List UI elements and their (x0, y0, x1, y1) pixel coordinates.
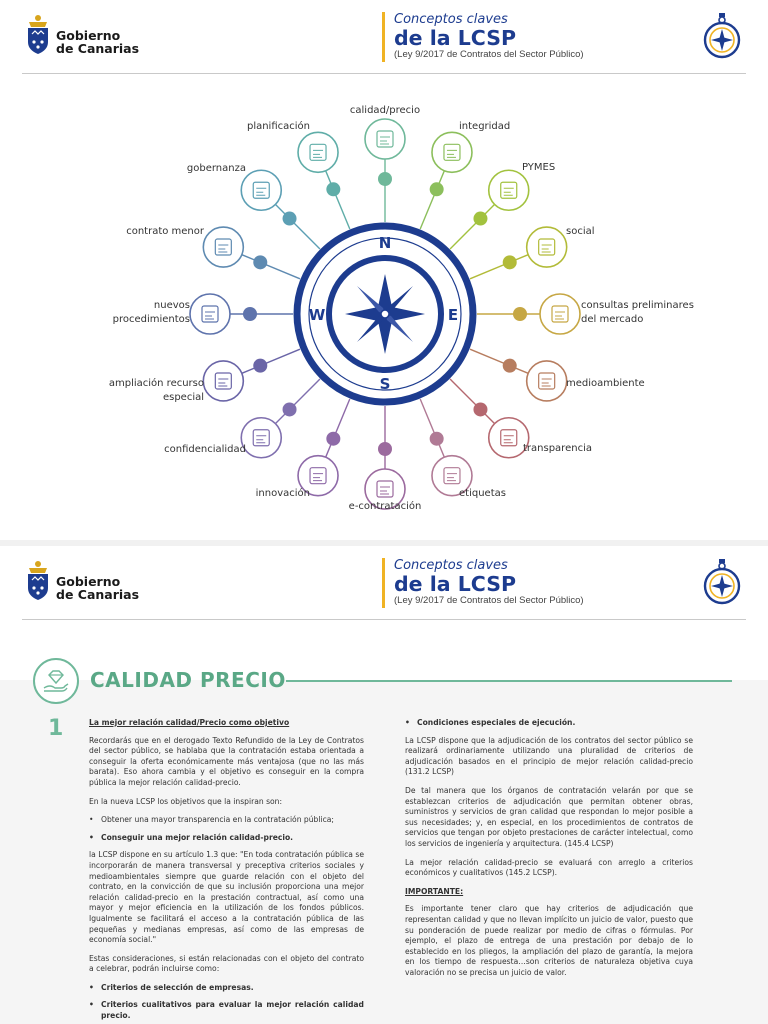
wheel-spoke (242, 255, 300, 279)
page-subtitle: (Ley 9/2017 de Contratos del Sector Público) (394, 595, 584, 606)
wheel-dot (283, 212, 297, 226)
wheel-dot (378, 172, 392, 186)
wheel-dot (513, 307, 527, 321)
wheel-spoke (275, 204, 320, 249)
wheel-label-innovacion: innovación (255, 488, 310, 499)
detail-page (0, 546, 768, 1024)
wheel-dot (326, 432, 340, 446)
title-block-2 (382, 558, 584, 608)
criteria-list (89, 983, 364, 1022)
paragraph: La mejor relación calidad-precio se evaluará con arreglo a criterios económicos y cualitativos (145.2 LCSP). (405, 857, 693, 878)
diamond-hand-icon (33, 658, 79, 704)
gobierno-canarias-logo-2 (24, 558, 144, 606)
strategy-chart-icon (241, 170, 281, 210)
wheel-spoke (420, 399, 444, 457)
wheel-dot (378, 442, 392, 456)
brand-line-2: de Canarias (56, 41, 140, 56)
paragraph: La LCSP dispone que la adjudicación de los contratos del sector público se realizará ordinariamente utilizando una pluralidad de criterios de adjudicación basados en el principio de mejor relación calidad-precio (131.2 LCSP) (405, 735, 693, 777)
header-divider (22, 73, 746, 74)
chess-board-icon (298, 132, 338, 172)
wheel-label-e-contratacion: e-contratación (348, 501, 422, 512)
wheel-dot (326, 182, 340, 196)
coat-of-arms-icon (24, 12, 52, 58)
brand-name-2 (56, 575, 139, 601)
section-divider (286, 680, 732, 682)
conditions-list (405, 718, 693, 729)
left-column (89, 718, 364, 1024)
wheel-label-social: social (566, 226, 595, 237)
wheel-dot (503, 255, 517, 269)
brand-line-1: Gobierno (56, 574, 121, 589)
wheel-dot (503, 359, 517, 373)
list-item: • Criterios cualitativos para evaluar la mejor relación calidad precio. (89, 1000, 364, 1021)
wheel-label-calidad-precio: calidad/precio (349, 105, 421, 116)
paragraph: De tal manera que los órganos de contratación velarán por que se establezcan criterios de adjudicación que permitan obtener obras, suministros y servicios de gran calidad que respondan lo mejor posible a sus necesidades; y, en especial, en los procedimientos de contratos de servicios que tengan por objeto prestaciones de carácter intelectual, como los servicios de ingeniería y arquitectura. (145.4 LCSP) (405, 785, 693, 848)
title-kicker: Conceptos claves (394, 12, 508, 27)
wheel-spoke (450, 379, 495, 424)
wheel-label-nuevos-procedimientos: nuevos procedimientos (112, 300, 190, 325)
page-header (0, 0, 768, 74)
compass-badge-icon (702, 12, 742, 60)
medal-ribbon-icon (432, 132, 472, 172)
objectives-list (89, 815, 364, 843)
concept-wheel (0, 80, 768, 540)
wheel-dot (430, 432, 444, 446)
list-item: • Obtener una mayor transparencia en la contratación pública; (89, 815, 364, 826)
wheel-spoke (275, 379, 320, 424)
paragraph: la LCSP dispone en su artículo 1.3 que: "En toda contratación pública se incorporarán de manera transversal y preceptiva criterios sociales y medioambientales siempre que guarde relación con el objeto del contrato, en la convicción de que su inclusión proporciona una mejor relación calidad-precio en la prestación contractual, así como una mayor y mejor eficiencia en la utilización de los fondos públicos. Igualmente se facilitará el acceso a la contratación pública de las pequeñas y medianas empresas, así como de las empresas de economía social." (89, 850, 364, 945)
wheel-label-planificacion: planificación (246, 121, 310, 132)
wheel-dot (430, 182, 444, 196)
wheel-dot (253, 255, 267, 269)
organization-chart-icon (190, 294, 230, 334)
paragraph: En la nueva LCSP los objetivos que la inspiran son: (89, 796, 283, 806)
gear-people-icon (489, 170, 529, 210)
wheel-dot (243, 307, 257, 321)
wheel-spoke (470, 349, 528, 373)
section-header (0, 656, 768, 706)
page-header-2 (0, 546, 768, 620)
heart-hands-icon (527, 227, 567, 267)
right-column (405, 718, 693, 986)
wheel-label-confidencialidad: confidencialidad (164, 444, 246, 455)
wheel-spoke (326, 171, 350, 229)
central-compass (297, 226, 473, 402)
page-title: de la LCSP (394, 572, 516, 596)
wheel-label-ampliacion: ampliación recurso especial (108, 378, 204, 403)
important-heading: IMPORTANTE: (405, 886, 464, 896)
compass-south: S (379, 375, 391, 393)
wheel-label-consultas: consultas preliminares del mercado (581, 300, 694, 325)
wheel-dot (473, 402, 487, 416)
compass-north: N (378, 234, 392, 252)
list-item: • Condiciones especiales de ejecución. (405, 718, 693, 729)
wheel-label-transparencia: transparencia (523, 443, 592, 454)
page-subtitle: (Ley 9/2017 de Contratos del Sector Público) (394, 49, 584, 60)
header-divider (22, 619, 746, 620)
lock-document-icon (241, 418, 281, 458)
wheel-spoke (420, 171, 444, 229)
compass-west: W (308, 306, 326, 324)
wheel-spoke (242, 349, 300, 373)
wheel-label-etiquetas: etiquetas (459, 488, 506, 499)
brand-line-1: Gobierno (56, 28, 121, 43)
brand-line-2: de Canarias (56, 587, 140, 602)
wheel-dot (473, 212, 487, 226)
wheel-spoke (326, 399, 350, 457)
section-number: 1 (48, 716, 64, 741)
stairs-person-icon (203, 361, 243, 401)
wheel-spoke (450, 204, 495, 249)
wheel-label-gobernanza: gobernanza (186, 163, 246, 174)
list-item: • Criterios de selección de empresas. (89, 983, 364, 994)
list-item: • Conseguir una mejor relación calidad-precio. (89, 833, 364, 844)
title-kicker: Conceptos claves (394, 558, 508, 573)
page-title: de la LCSP (394, 26, 516, 50)
diamond-hand-icon (365, 119, 405, 159)
paragraph: Estas consideraciones, si están relacionadas con el objeto del contrato a celebrar, podrán incluirse como: (89, 953, 364, 974)
clipboard-checklist-icon (203, 227, 243, 267)
section-title: CALIDAD PRECIO (90, 668, 286, 692)
document-magnifier-icon (540, 294, 580, 334)
wheel-spoke (470, 255, 528, 279)
wheel-dot (283, 402, 297, 416)
content-subhead: La mejor relación calidad/Precio como objetivo (89, 718, 290, 727)
brand-name (56, 29, 139, 55)
coat-of-arms-icon (24, 558, 52, 604)
title-block (382, 12, 584, 62)
wheel-dot (253, 359, 267, 373)
gobierno-canarias-logo (24, 12, 144, 60)
wheel-label-contrato-menor: contrato menor (126, 226, 204, 237)
compass-east: E (447, 306, 459, 324)
compass-badge-icon (702, 558, 742, 606)
wheel-label-pymes: PYMES (522, 162, 556, 173)
globe-hand-icon (527, 361, 567, 401)
paragraph: Es importante tener claro que hay criterios de adjudicación que representan calidad y que no llevan implícito un juicio de valor, puesto que su ponderación de puede realizar por medio de cifras o fórmulas. Por ejemplo, el plazo de entrega de una prestación por debajo de lo establecido en los pliegos, la ampliación del plazo de garantía, la mejora en los tiempo de respuesta…son criterios de naturaleza objetiva cuya valoración no se precisa un juicio de valor. (405, 904, 693, 977)
wheel-label-medioambiente: medioambiente (566, 378, 645, 389)
wheel-label-integridad: integridad (459, 121, 511, 132)
paragraph: Recordarás que en el derogado Texto Refundido de la Ley de Contratos del sector público, se hablaba que la contratación estaba orientada a conseguir la oferta económicamente más ventajosa (que no las más barata). Eso ahora cambia y el objetivo es conseguir en la compra pública la mejor relación calidad-precio. (89, 735, 364, 787)
